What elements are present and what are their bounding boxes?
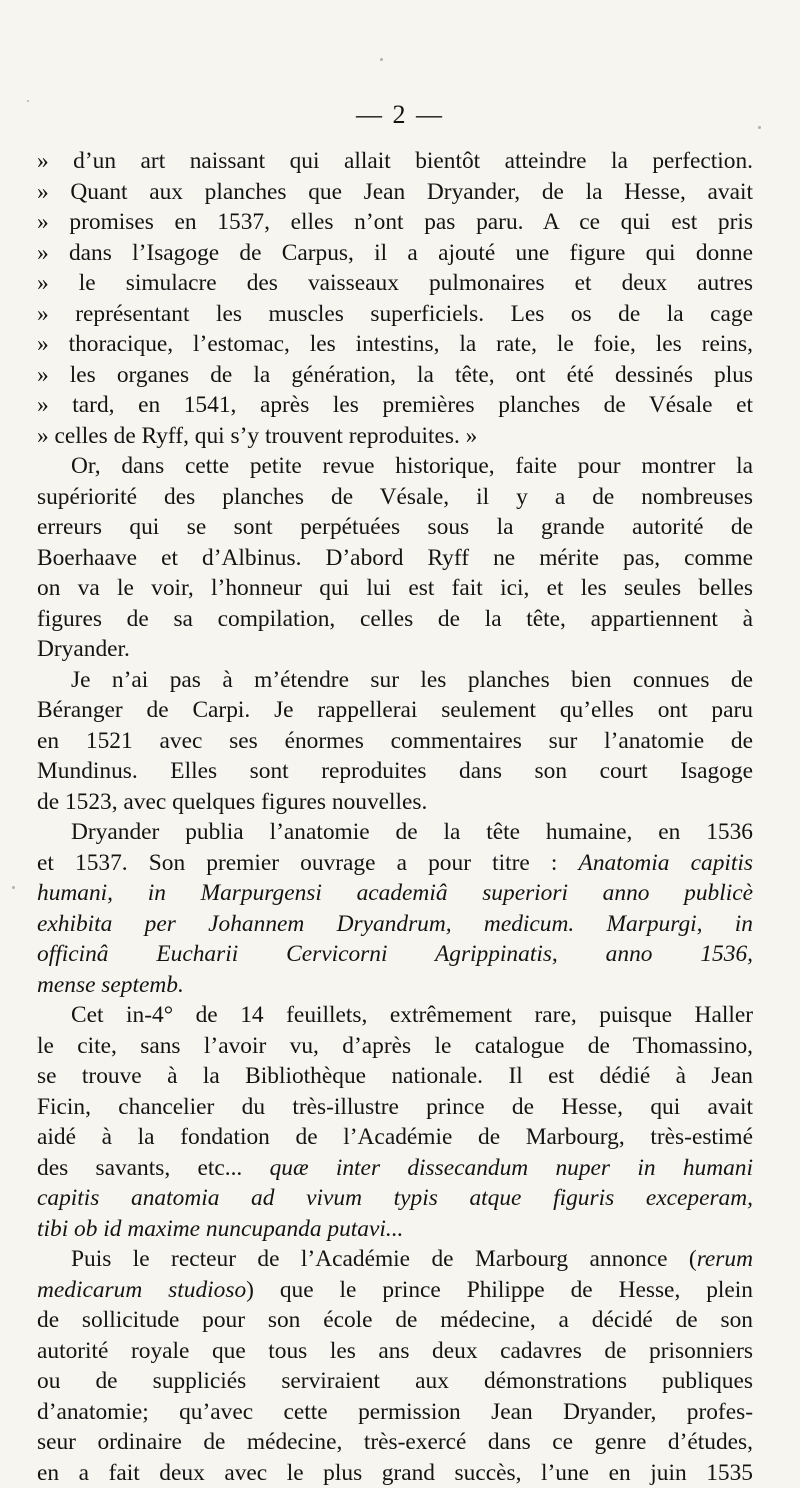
- text-line: [37, 909, 753, 940]
- italic-text: tibi ob id maxime nuncupanda putavi...: [37, 1216, 403, 1242]
- paper-speck: [758, 126, 761, 129]
- italic-text: medicarum studioso: [37, 1277, 246, 1303]
- text-line: [37, 939, 753, 970]
- paper-speck: [27, 100, 29, 102]
- text-line: autorité royale que tous les ans deux cadavres de prisonniers: [37, 1336, 753, 1367]
- text-line: Dryander.: [37, 634, 753, 665]
- text-line: » dans l’Isagoge de Carpus, il a ajouté une figure qui donne: [37, 238, 753, 269]
- text-line: [37, 1183, 753, 1214]
- text-line: Puis le recteur de l’Académie de Marbourg annonce (rerum: [37, 1244, 753, 1275]
- text-line: on va le voir, l’honneur qui lui est fait ici, et les seules belles: [37, 573, 753, 604]
- text-line: Boerhaave et d’Albinus. D’abord Ryff ne mérite pas, comme: [37, 543, 753, 574]
- text-line: Or, dans cette petite revue historique, faite pour montrer la: [37, 451, 753, 482]
- text-line: le cite, sans l’avoir vu, d’après le catalogue de Thomassino,: [37, 1031, 753, 1062]
- text-line: » tard, en 1541, après les premières planches de Vésale et: [37, 390, 753, 421]
- text-line: [37, 878, 753, 909]
- text-line: [37, 970, 753, 1001]
- text-line: aidé à la fondation de l’Académie de Marbourg, très-estimé: [37, 1122, 753, 1153]
- text-line: Je n’ai pas à m’étendre sur les planches bien connues de: [37, 665, 753, 696]
- text-line: » Quant aux planches que Jean Dryander, de la Hesse, avait: [37, 177, 753, 208]
- text-line: [37, 1214, 753, 1245]
- text-line: erreurs qui se sont perpétuées sous la grande autorité de: [37, 512, 753, 543]
- text-line: supériorité des planches de Vésale, il y a de nombreuses: [37, 482, 753, 513]
- text-line: » les organes de la génération, la tête, ont été dessinés plus: [37, 360, 753, 391]
- italic-text: rerum: [697, 1246, 753, 1272]
- text-line: » le simulacre des vaisseaux pulmonaires et deux autres: [37, 268, 753, 299]
- italic-text: officinâ Eucharii Cervicorni Agrippinatis, anno 1536,: [37, 941, 753, 967]
- italic-text: quæ inter dissecandum nuper in humani: [270, 1155, 753, 1181]
- text-line: des savants, etc... quæ inter dissecandum nuper in humani: [37, 1153, 753, 1184]
- text-line: Ficin, chancelier du très-illustre prince de Hesse, qui avait: [37, 1092, 753, 1123]
- body-text: [37, 146, 753, 1488]
- text-line: » thoracique, l’estomac, les intestins, la rate, le foie, les reins,: [37, 329, 753, 360]
- text-line: Cet in-4° de 14 feuillets, extrêmement rare, puisque Haller: [37, 1000, 753, 1031]
- text-line: ou de suppliciés serviraient aux démonstrations publiques: [37, 1366, 753, 1397]
- italic-text: humani, in Marpurgensi academiâ superiori anno publicè: [37, 880, 753, 906]
- italic-text: capitis anatomia ad vivum typis atque figuris exceperam,: [37, 1185, 753, 1211]
- text-line: en 1521 avec ses énormes commentaires sur l’anatomie de: [37, 726, 753, 757]
- text-line: » d’un art naissant qui allait bientôt atteindre la perfection.: [37, 146, 753, 177]
- text-line: Béranger de Carpi. Je rappellerai seulement qu’elles ont paru: [37, 695, 753, 726]
- italic-text: mense septemb.: [37, 972, 184, 998]
- text-line: se trouve à la Bibliothèque nationale. Il est dédié à Jean: [37, 1061, 753, 1092]
- text-line: d’anatomie; qu’avec cette permission Jean Dryander, profes-: [37, 1397, 753, 1428]
- text-line: figures de sa compilation, celles de la tête, appartiennent à: [37, 604, 753, 635]
- text-line: » celles de Ryff, qui s’y trouvent reproduites. »: [37, 421, 753, 452]
- text-line: seur ordinaire de médecine, très-exercé dans ce genre d’études,: [37, 1427, 753, 1458]
- text-line: » représentant les muscles superficiels. Les os de la cage: [37, 299, 753, 330]
- text-line: » promises en 1537, elles n’ont pas paru. A ce qui est pris: [37, 207, 753, 238]
- italic-text: Anatomia capitis: [579, 850, 753, 876]
- text-line: en a fait deux avec le plus grand succès, l’une en juin 1535: [37, 1458, 753, 1488]
- italic-text: exhibita per Johannem Dryandrum, medicum. Marpurgi, in: [37, 911, 753, 937]
- text-line: et 1537. Son premier ouvrage a pour titre : Anatomia capitis: [37, 848, 753, 879]
- text-line: Mundinus. Elles sont reproduites dans son court Isagoge: [37, 756, 753, 787]
- text-line: Dryander publia l’anatomie de la tête humaine, en 1536: [37, 817, 753, 848]
- paper-speck: [380, 58, 383, 61]
- text-line: de 1523, avec quelques figures nouvelles.: [37, 787, 753, 818]
- text-line: de sollicitude pour son école de médecine, a décidé de son: [37, 1305, 753, 1336]
- paper-speck: [12, 886, 15, 889]
- page-number: — 2 —: [0, 100, 800, 130]
- text-line: medicarum studioso) que le prince Philippe de Hesse, plein: [37, 1275, 753, 1306]
